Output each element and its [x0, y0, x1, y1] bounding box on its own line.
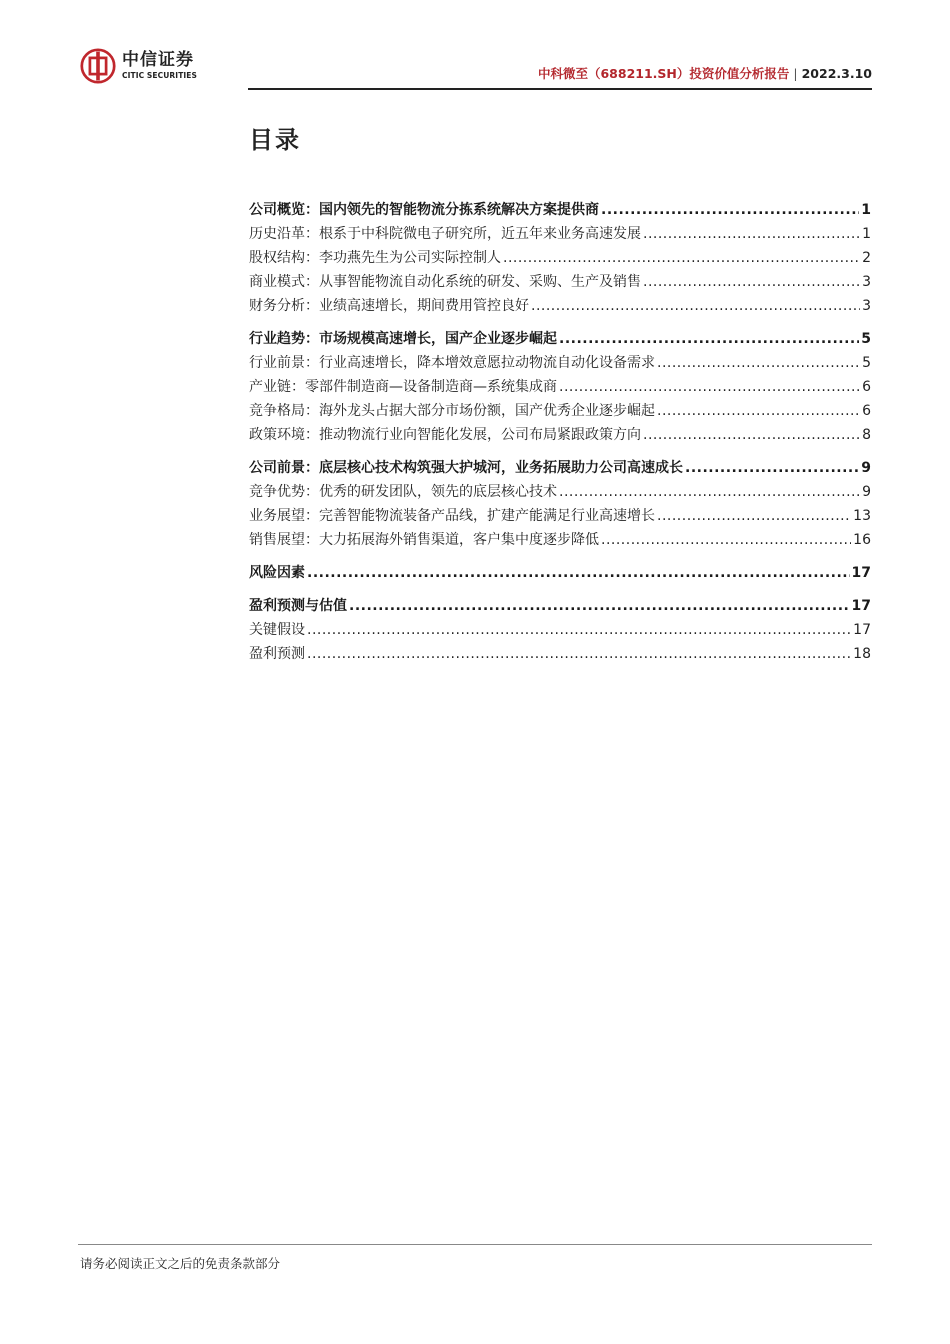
footer-disclaimer: 请务必阅读正文之后的免责条款部分 — [80, 1256, 281, 1271]
toc-entry-title: 风险因素 — [249, 565, 305, 581]
toc-entry-title: 股权结构：李功燕先生为公司实际控制人 — [249, 250, 501, 266]
toc-chapter-entry[interactable] — [249, 199, 871, 223]
toc-page-number: 17 — [853, 622, 871, 638]
toc-page-number: 17 — [851, 565, 871, 581]
toc-leader-dots — [531, 298, 860, 314]
toc-entry-title: 公司前景：底层核心技术构筑强大护城河，业务拓展助力公司高速成长 — [249, 460, 683, 476]
toc-subsection-entry[interactable] — [249, 271, 871, 295]
toc-page-number: 2 — [862, 250, 871, 266]
toc-page-number: 6 — [862, 403, 871, 419]
toc-page-number: 6 — [862, 379, 871, 395]
toc-leader-dots — [685, 460, 859, 476]
report-header — [538, 64, 872, 82]
toc-section — [249, 457, 871, 553]
logo-chinese-name: 中信证券 — [122, 50, 194, 71]
toc-entry-title: 商业模式：从事智能物流自动化系统的研发、采购、生产及销售 — [249, 274, 641, 290]
page-title: 目录 — [249, 126, 301, 154]
toc-leader-dots — [657, 508, 851, 524]
header-separator: | — [793, 66, 798, 81]
toc-page-number: 18 — [853, 646, 871, 662]
logo-english-name: CITIC SECURITIES — [122, 71, 198, 81]
toc-leader-dots — [601, 532, 851, 548]
toc-page-number: 16 — [853, 532, 871, 548]
toc-entry-title: 竞争优势：优秀的研发团队，领先的底层核心技术 — [249, 484, 557, 500]
toc-entry-title: 盈利预测 — [249, 646, 305, 662]
toc-section — [249, 562, 871, 586]
toc-page-number: 5 — [862, 355, 871, 371]
toc-section — [249, 328, 871, 448]
toc-subsection-entry[interactable] — [249, 505, 871, 529]
report-date: 2022.3.10 — [801, 66, 872, 81]
toc-page-number: 9 — [861, 460, 871, 476]
citic-logo-icon — [80, 48, 116, 84]
toc-entry-title: 公司概览：国内领先的智能物流分拣系统解决方案提供商 — [249, 202, 599, 218]
toc-page-number: 9 — [862, 484, 871, 500]
toc-page-number: 8 — [862, 427, 871, 443]
toc-chapter-entry[interactable] — [249, 457, 871, 481]
toc-section — [249, 595, 871, 667]
toc-leader-dots — [643, 274, 860, 290]
toc-chapter-entry[interactable] — [249, 328, 871, 352]
toc-subsection-entry[interactable] — [249, 295, 871, 319]
toc-entry-title: 财务分析：业绩高速增长，期间费用管控良好 — [249, 298, 529, 314]
toc-entry-title: 业务展望：完善智能物流装备产品线，扩建产能满足行业高速增长 — [249, 508, 655, 524]
toc-subsection-entry[interactable] — [249, 376, 871, 400]
toc-page-number: 3 — [862, 298, 871, 314]
report-title: 中科微至（688211.SH）投资价值分析报告 — [537, 66, 790, 81]
toc-page-number: 3 — [862, 274, 871, 290]
toc-chapter-entry[interactable] — [249, 595, 871, 619]
footer-divider — [78, 1244, 872, 1245]
toc-page-number: 5 — [861, 331, 871, 347]
toc-subsection-entry[interactable] — [249, 424, 871, 448]
toc-page-number: 13 — [853, 508, 871, 524]
toc-leader-dots — [307, 622, 851, 638]
toc-leader-dots — [349, 598, 850, 614]
toc-subsection-entry[interactable] — [249, 400, 871, 424]
toc-page-number: 1 — [861, 202, 871, 218]
toc-leader-dots — [503, 250, 860, 266]
toc-chapter-entry[interactable] — [249, 562, 871, 586]
toc-entry-title: 关键假设 — [249, 622, 305, 638]
toc-leader-dots — [643, 226, 860, 242]
toc-entry-title: 盈利预测与估值 — [249, 598, 347, 614]
toc-entry-title: 政策环境：推动物流行业向智能化发展，公司布局紧跟政策方向 — [249, 427, 641, 443]
toc-leader-dots — [643, 427, 860, 443]
toc-page-number: 1 — [862, 226, 871, 242]
toc-subsection-entry[interactable] — [249, 352, 871, 376]
toc-entry-title: 行业趋势：市场规模高速增长，国产企业逐步崛起 — [249, 331, 557, 347]
toc-leader-dots — [657, 355, 860, 371]
header-divider — [248, 88, 872, 90]
toc-entry-title: 历史沿革：根系于中科院微电子研究所，近五年来业务高速发展 — [249, 226, 641, 242]
toc-leader-dots — [307, 565, 850, 581]
toc-subsection-entry[interactable] — [249, 619, 871, 643]
toc-page-number: 17 — [851, 598, 871, 614]
toc-leader-dots — [559, 484, 860, 500]
toc-leader-dots — [559, 379, 860, 395]
toc-subsection-entry[interactable] — [249, 643, 871, 667]
table-of-contents — [249, 199, 871, 676]
toc-leader-dots — [601, 202, 859, 218]
toc-entry-title: 销售展望：大力拓展海外销售渠道，客户集中度逐步降低 — [249, 532, 599, 548]
toc-leader-dots — [657, 403, 860, 419]
toc-entry-title: 产业链：零部件制造商—设备制造商—系统集成商 — [249, 379, 557, 395]
toc-leader-dots — [307, 646, 851, 662]
toc-subsection-entry[interactable] — [249, 529, 871, 553]
toc-subsection-entry[interactable] — [249, 481, 871, 505]
toc-entry-title: 竞争格局：海外龙头占据大部分市场份额，国产优秀企业逐步崛起 — [249, 403, 655, 419]
toc-section — [249, 199, 871, 319]
toc-entry-title: 行业前景：行业高速增长，降本增效意愿拉动物流自动化设备需求 — [249, 355, 655, 371]
toc-subsection-entry[interactable] — [249, 223, 871, 247]
citic-logo — [80, 46, 197, 86]
toc-leader-dots — [559, 331, 859, 347]
toc-subsection-entry[interactable] — [249, 247, 871, 271]
